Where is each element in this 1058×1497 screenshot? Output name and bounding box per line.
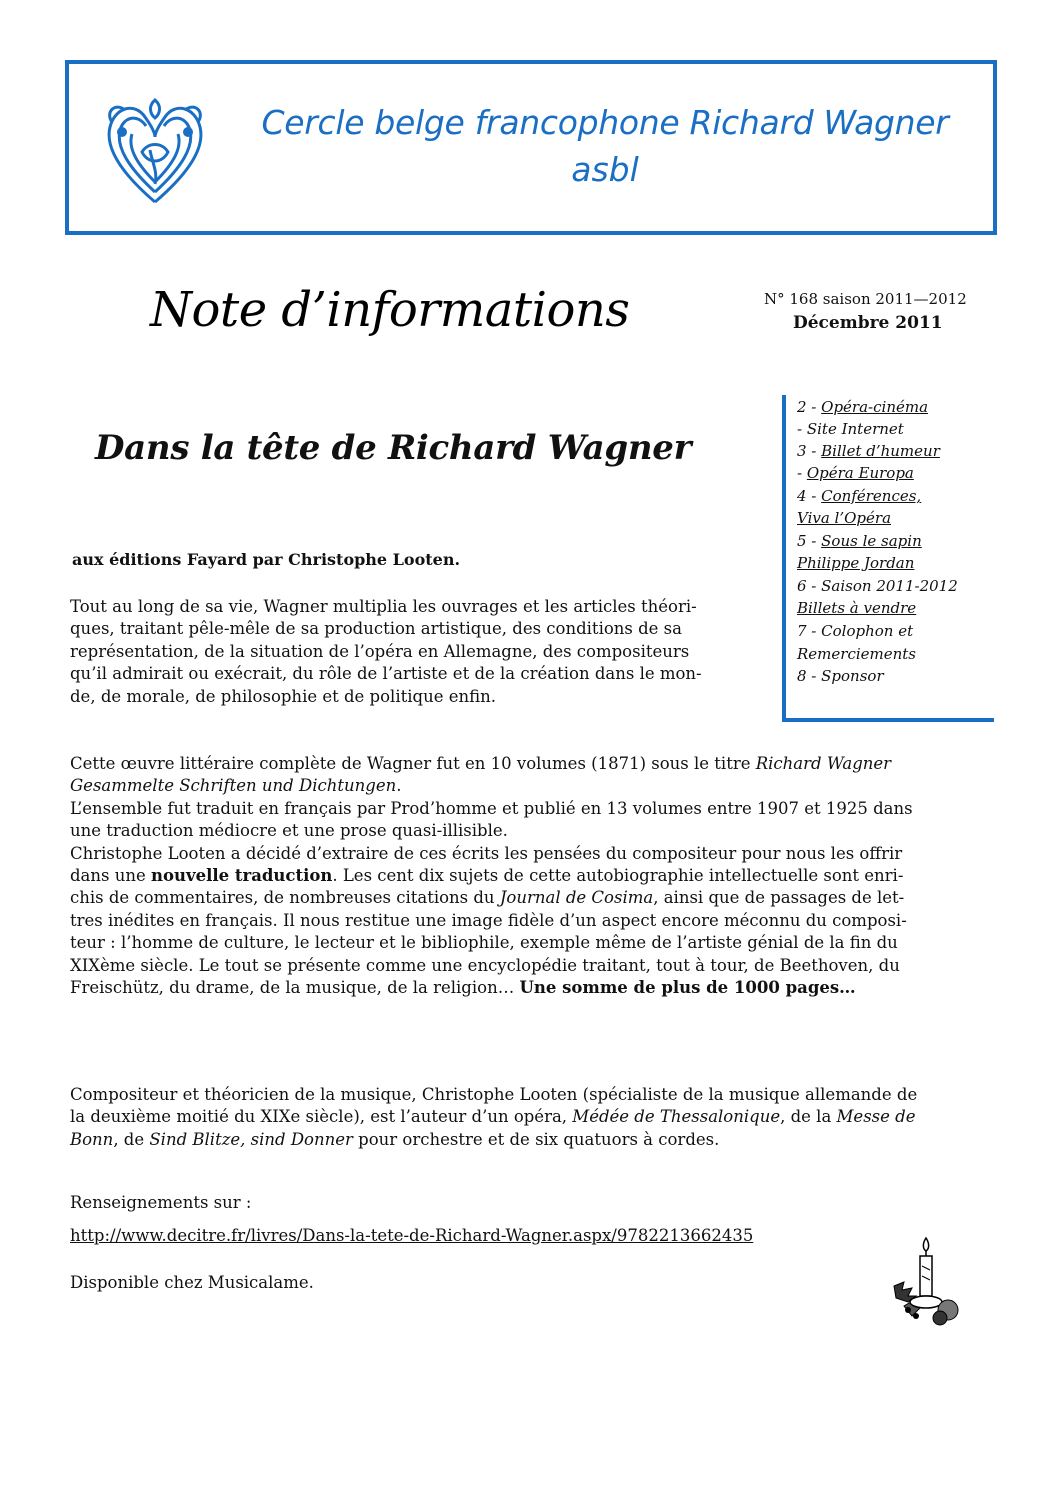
article-subtitle: aux éditions Fayard par Christophe Looten. [72,550,461,569]
toc-item: 6 - Saison 2011-2012 [797,577,958,595]
toc-item: Remerciements [797,645,917,663]
toc-item: Philippe Jordan [797,554,915,572]
organization-name: Cercle belge francophone Richard Wagner [261,103,949,142]
author-paragraph: Compositeur et théoricien de la musique, Christophe Looten (spécialiste de la musique allemande de la deuxième moitié du XIXe siècle), est l’auteur d’un opéra, Médée de Thessalonique, de la Messe de Bonn, de Sind Blitze, sind Donner pour orchestre et de six quatuors à cordes. [70,1085,918,1149]
toc-item: 5 - Sous le sapin [797,532,922,550]
newsletter-title: Note d’informations [150,282,630,338]
toc-item: - Opéra Europa [797,464,914,482]
body-paragraph: Cette œuvre littéraire complète de Wagner fut en 10 volumes (1871) sous le titre Richard Wagner Gesammelte Schriften und Dichtungen. L’ensemble fut traduit en français par Prod’homme et publié en 13 volumes entre 1907 et 1925 dans une traduction médiocre et une prose quasi-illisible. Christophe Looten a décidé d’extraire de ces écrits les pensées du compositeur pour nous les offrir dans une nouvelle traduction. Les cent dix sujets de cette autobiographie intellectuelle sont enri- chis de commentaires, de nombreuses citations du Journal de Cosima, ainsi que de passages de let- tres inédites en français. Il nous restitue une image fidèle d’un aspect encore méconnu du composi- teur : l’homme de culture, le lecteur et le bibliophile, exemple même de l’artiste génial de la fin du XIXème siècle. Le tout se présente comme une encyclopédie traitant, tout à tour, de Beethoven, du Freischütz, du drame, de la musique, de la religion… Une somme de plus de 1000 pages… [70,754,913,998]
christmas-candle-icon [886,1236,966,1328]
article-title: Dans la tête de Richard Wagner [95,428,692,468]
celtic-knot-heart-icon [100,92,210,207]
issue-number: N° 168 saison 2011—2012 [764,290,967,308]
toc-item: 4 - Conférences, [797,487,922,505]
toc-item: 2 - Opéra-cinéma [797,398,929,416]
toc-item: Billets à vendre [797,599,917,617]
toc-item: 3 - Billet d’humeur [797,442,940,460]
toc-item: 8 - Sponsor [797,667,884,685]
toc-item: - Site Internet [797,420,904,438]
toc-item: Viva l’Opéra [797,509,892,527]
toc-item: 7 - Colophon et [797,622,914,640]
info-label: Renseignements sur : [70,1193,252,1212]
info-link[interactable]: http://www.decitre.fr/livres/Dans-la-tete-de-Richard-Wagner.aspx/9782213662435 [70,1226,754,1245]
intro-paragraph: Tout au long de sa vie, Wagner multiplia les ouvrages et les articles théori- ques, traitant pêle-mêle de sa production artistique, des conditions de sa représentation, de la situation de l’opéra en Allemagne, des compositeurs qu’il admirait ou exécrait, du rôle de l’artiste et de la création dans le mon- de, de morale, de philosophie et de politique enfin. [70,597,702,706]
issue-date: Décembre 2011 [793,313,943,333]
availability-note: Disponible chez Musicalame. [70,1273,314,1292]
organization-legal-form: asbl [571,150,639,189]
